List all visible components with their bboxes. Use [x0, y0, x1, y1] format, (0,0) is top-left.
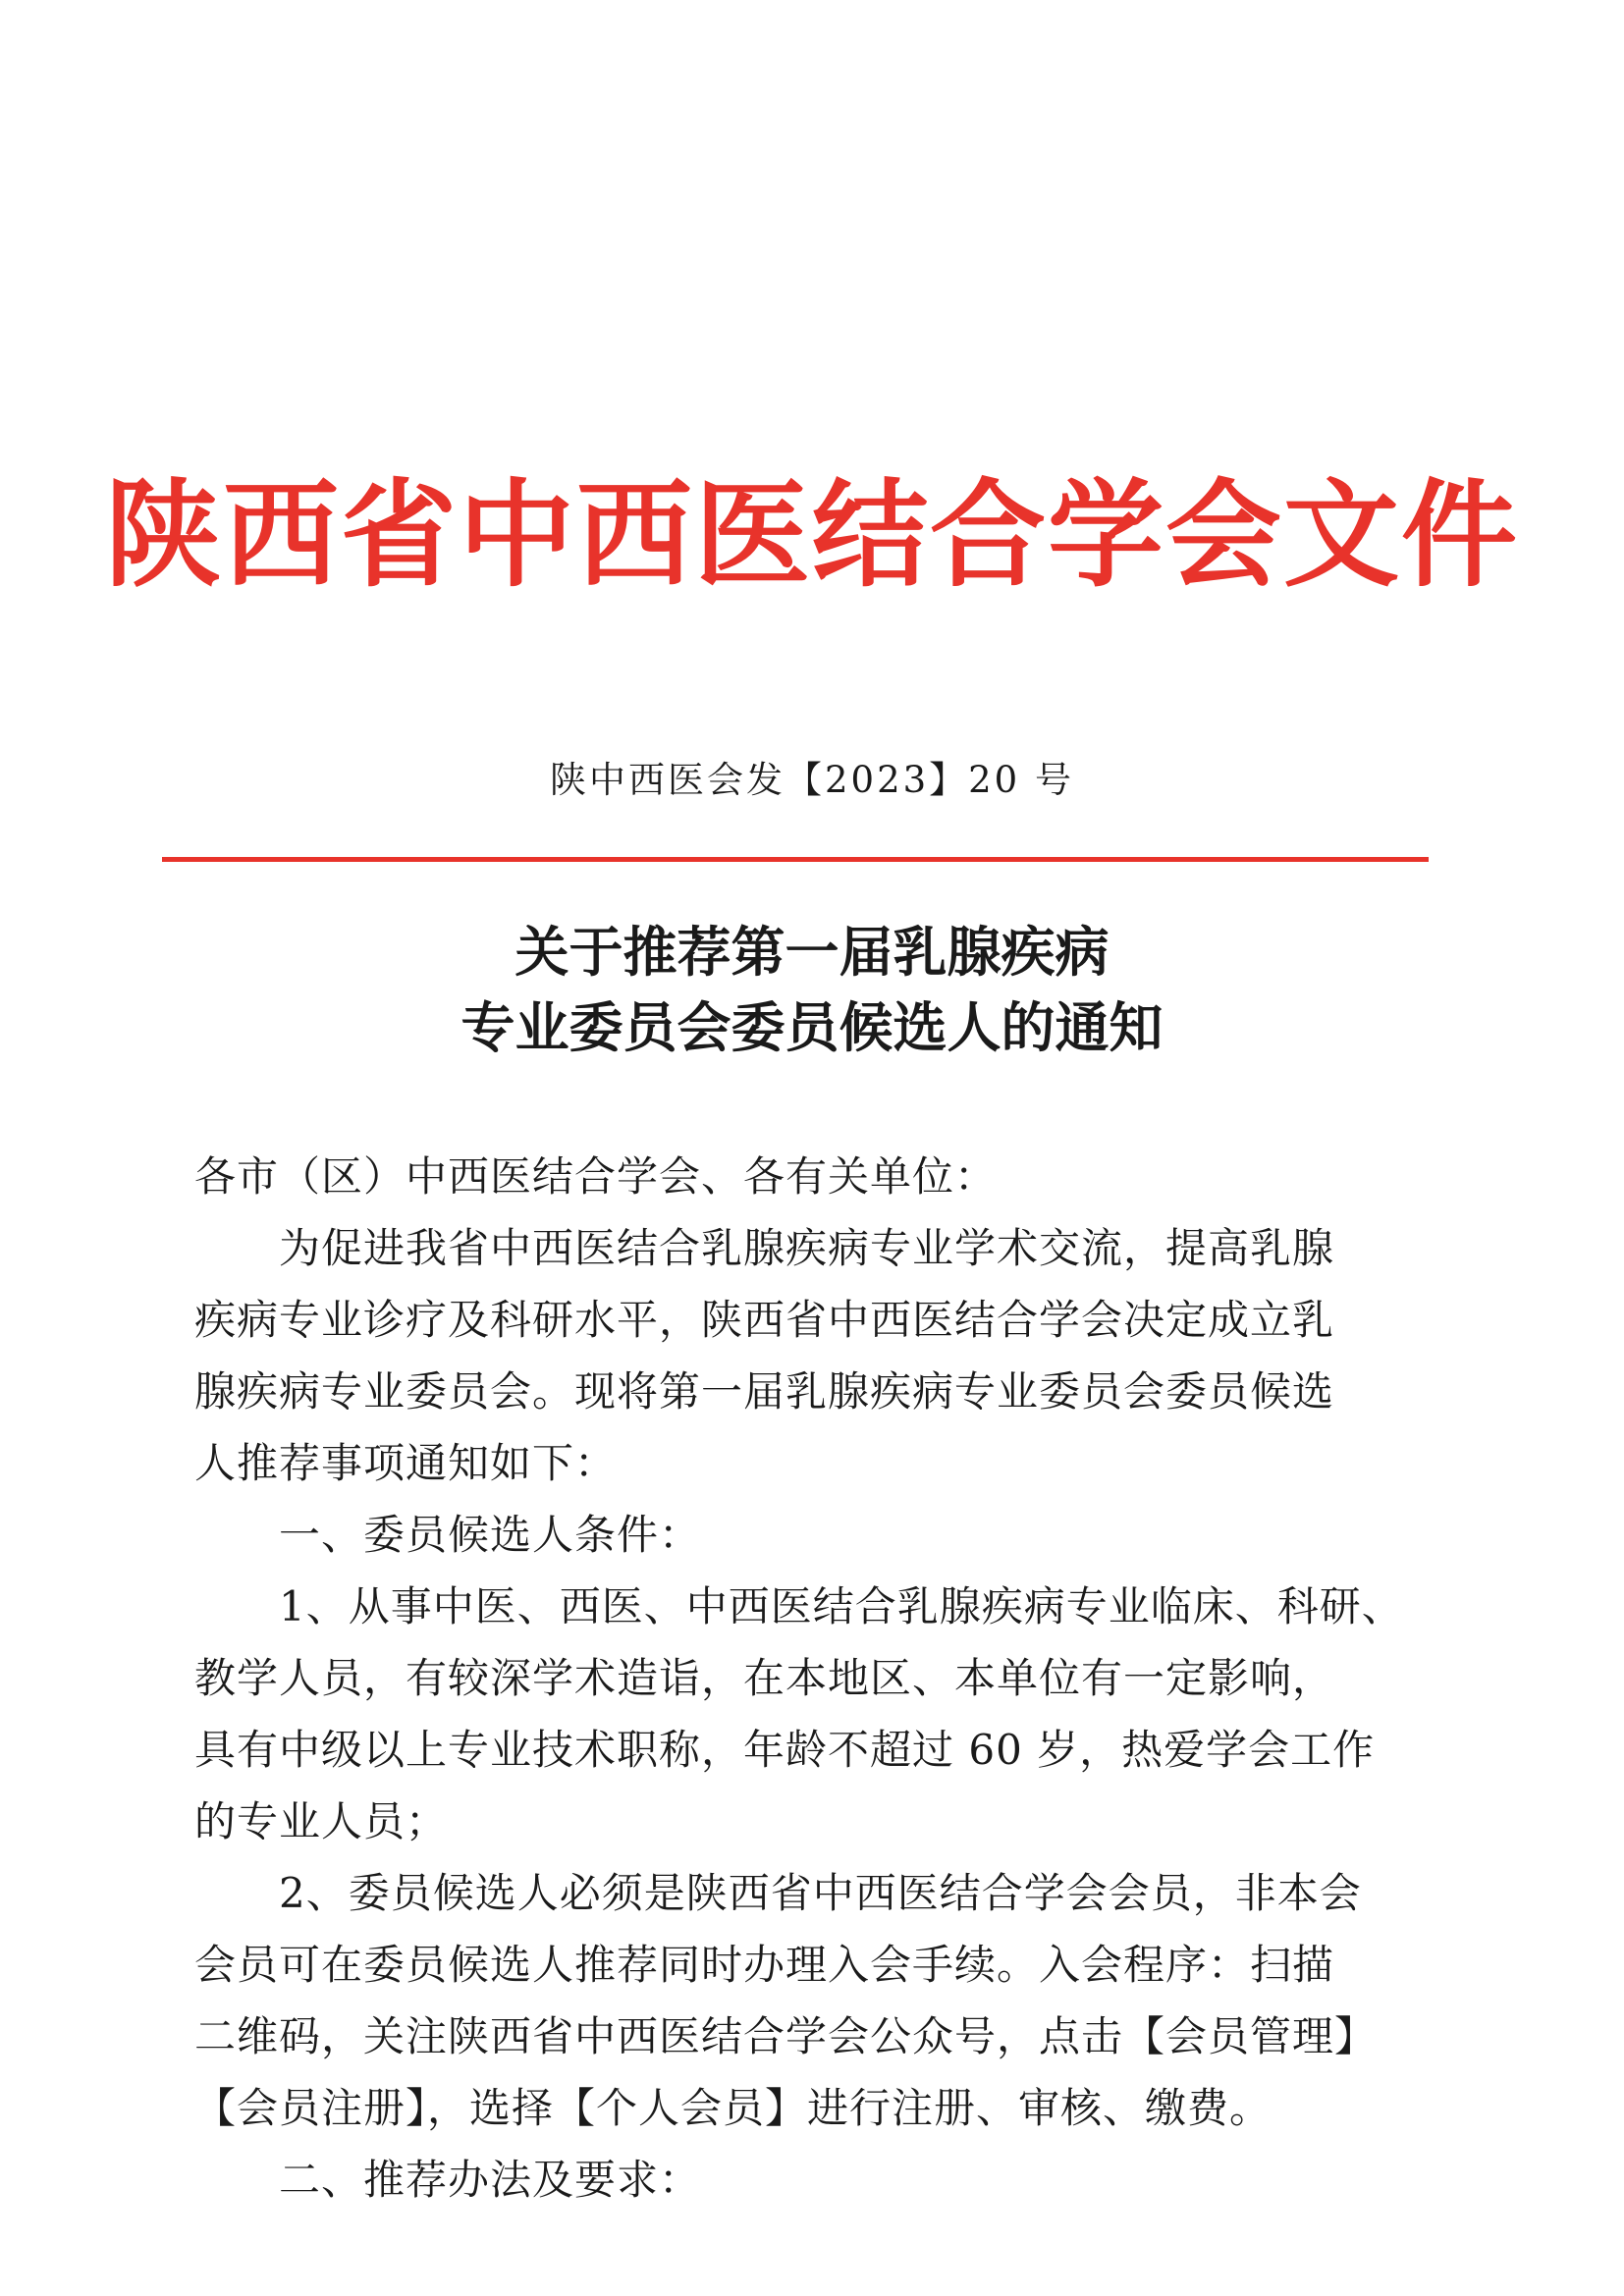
body-line: 2、委员候选人必须是陕西省中西医结合学会会员，非本会 — [194, 1869, 1362, 1917]
body-line: 一、委员候选人条件： — [194, 1511, 702, 1559]
body-line: 1、从事中医、西医、中西医结合乳腺疾病专业临床、科研、 — [194, 1582, 1404, 1630]
notice-title-line-2: 专业委员会委员候选人的通知 — [460, 995, 1164, 1059]
body-line: 【会员注册】，选择【个人会员】进行注册、审核、缴费。 — [194, 2084, 1272, 2132]
body-line: 教学人员，有较深学术造诣，在本地区、本单位有一定影响， — [194, 1654, 1335, 1702]
body-line: 人推荐事项通知如下： — [194, 1439, 618, 1487]
body-line: 二维码，关注陕西省中西医结合学会公众号，点击【会员管理】 — [194, 2012, 1378, 2060]
body-line: 各市（区）中西医结合学会、各有关单位： — [194, 1152, 998, 1201]
org-masthead-title: 陕西省中西医结合学会文件 — [104, 466, 1519, 603]
body-line: 为促进我省中西医结合乳腺疾病专业学术交流，提高乳腺 — [194, 1224, 1335, 1272]
body-line: 二、推荐办法及要求： — [194, 2156, 702, 2204]
document-number: 陕中西医会发【2023】20 号 — [549, 759, 1074, 801]
body-line: 疾病专业诊疗及科研水平，陕西省中西医结合学会决定成立乳 — [194, 1296, 1335, 1344]
body-line: 具有中级以上专业技术职称，年龄不超过 60 岁，热爱学会工作 — [194, 1726, 1376, 1774]
body-line: 会员可在委员候选人推荐同时办理入会手续。入会程序：扫描 — [194, 1941, 1335, 1989]
red-divider-line — [162, 857, 1429, 862]
body-line: 腺疾病专业委员会。现将第一届乳腺疾病专业委员会委员候选 — [194, 1367, 1335, 1415]
body-line: 的专业人员； — [194, 1797, 449, 1845]
notice-title-line-1: 关于推荐第一届乳腺疾病 — [514, 920, 1110, 984]
